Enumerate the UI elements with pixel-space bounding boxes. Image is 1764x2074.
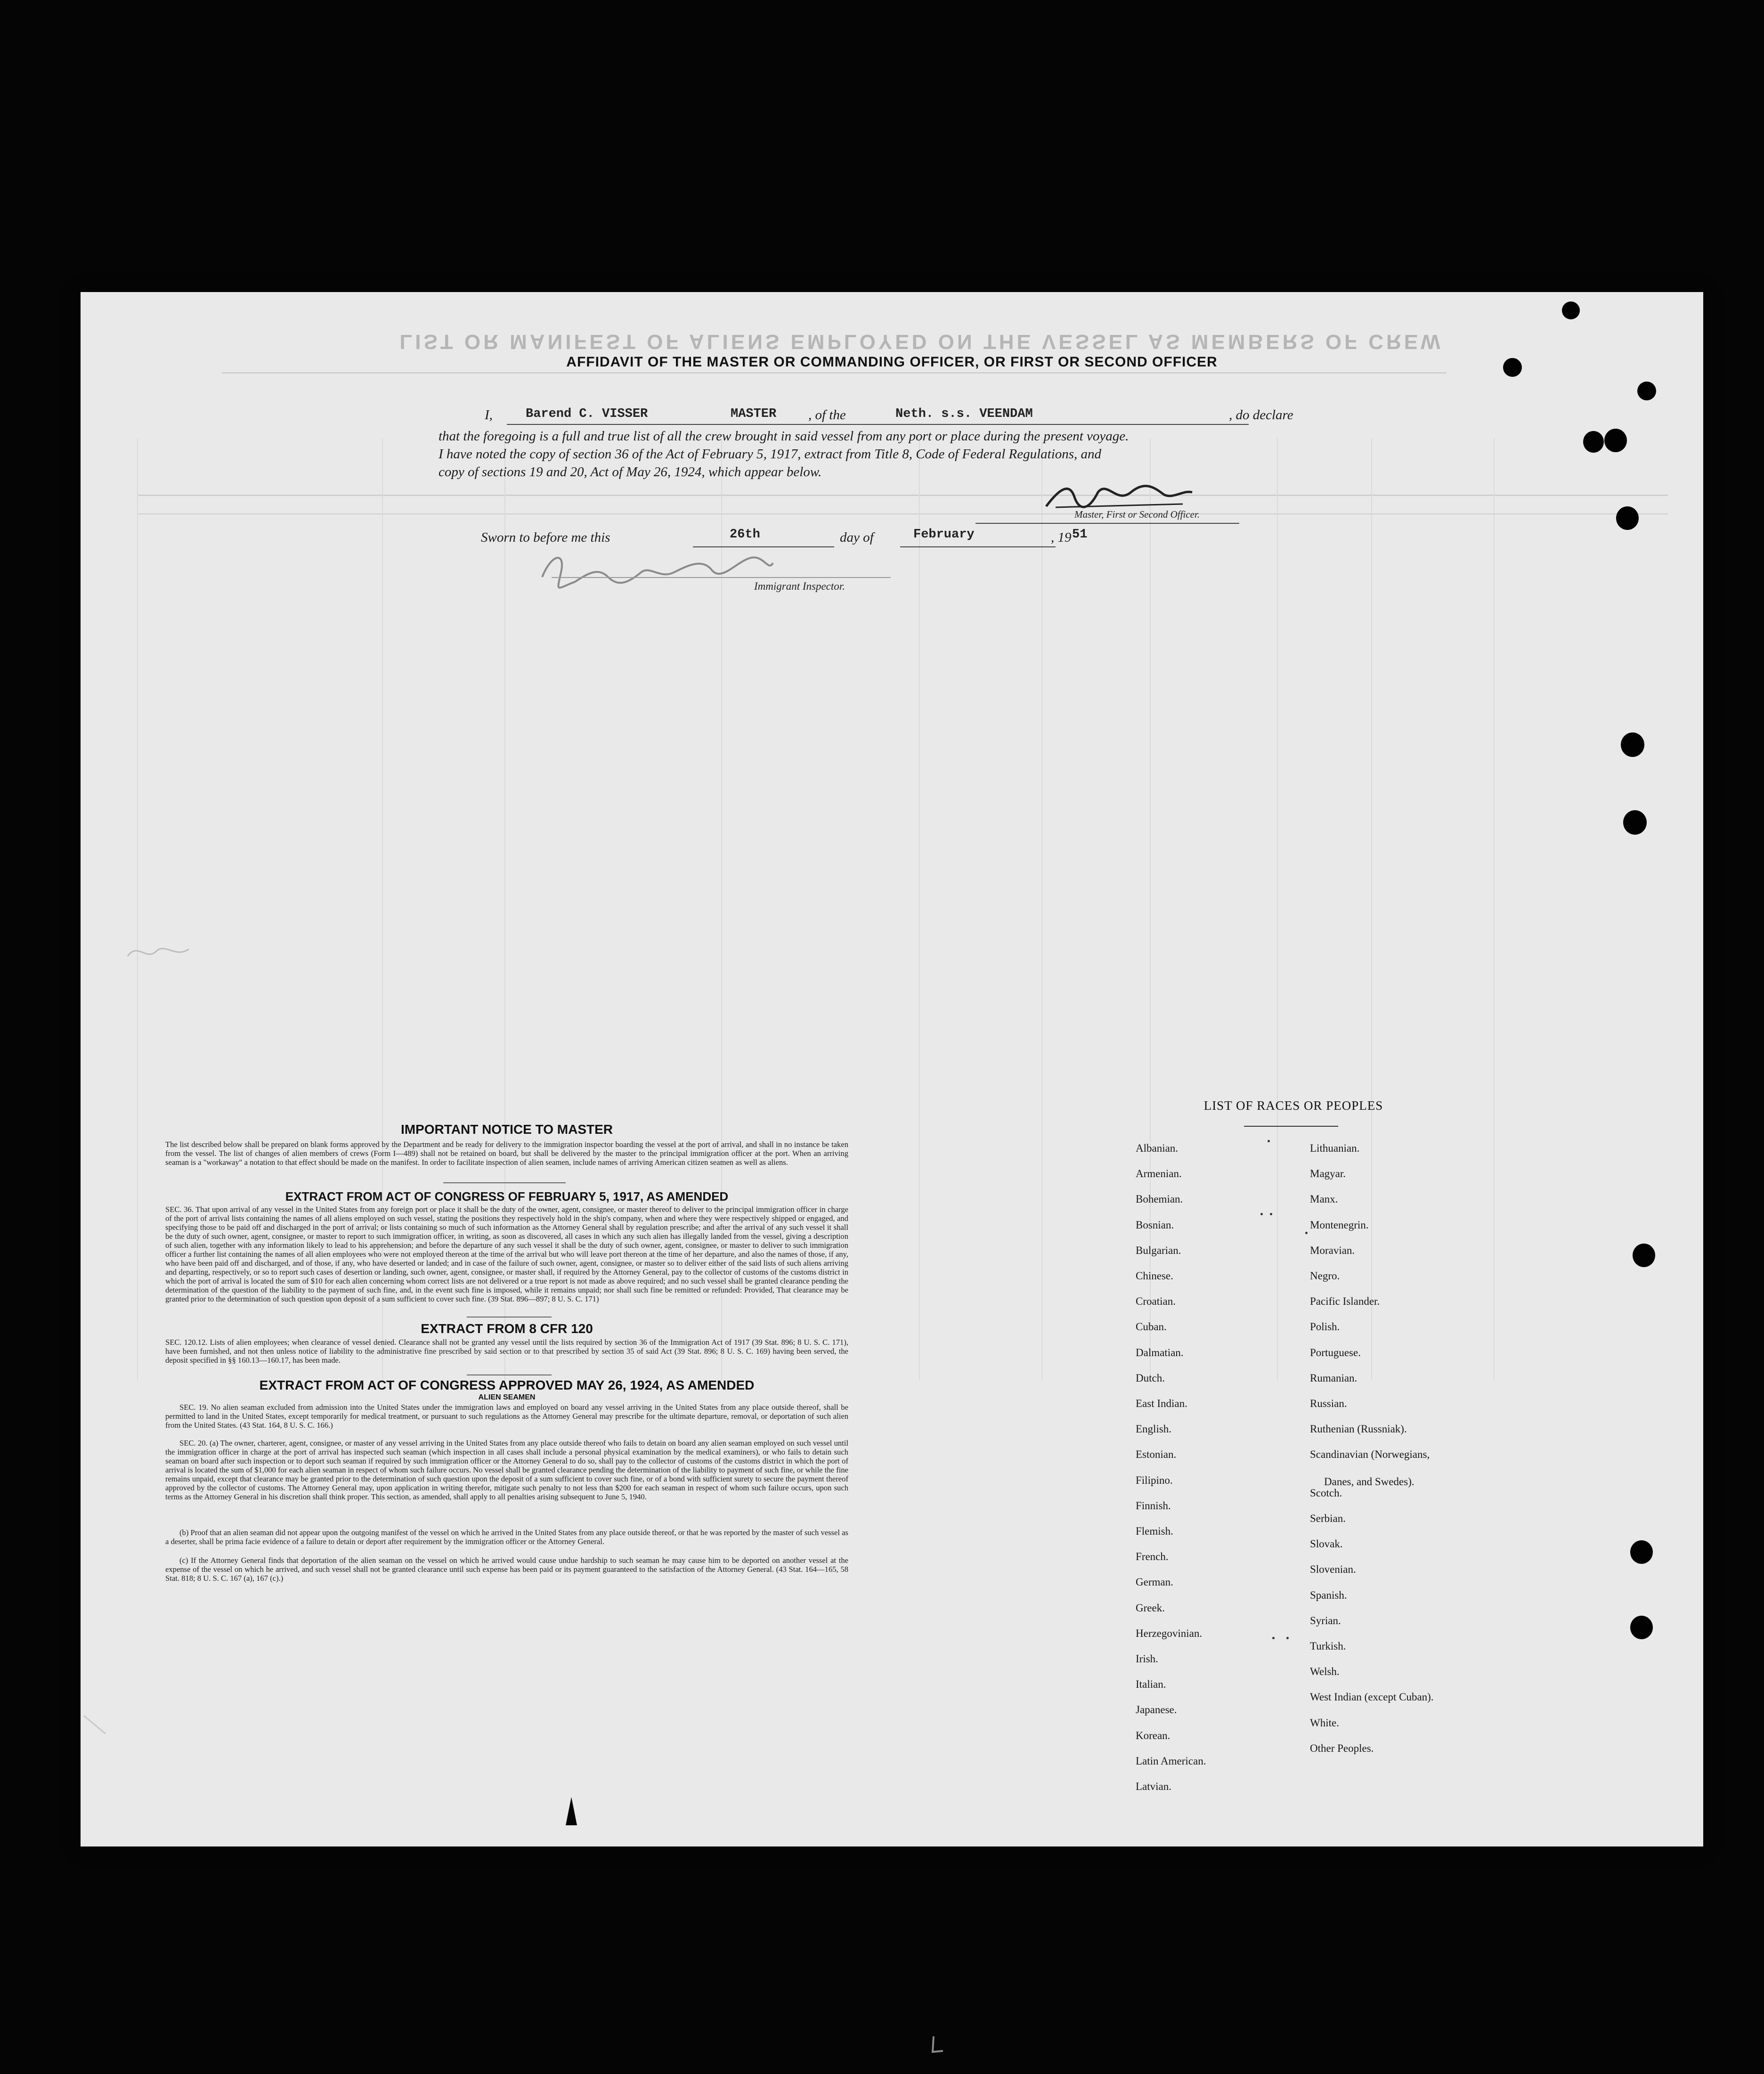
races-title: LIST OF RACES OR PEOPLES bbox=[1203, 1098, 1383, 1113]
sworn-month: February bbox=[913, 528, 975, 542]
punch-hole bbox=[1616, 506, 1639, 530]
year-prefix: , 19 bbox=[1051, 530, 1072, 545]
race-item: East Indian. bbox=[1136, 1398, 1187, 1409]
notice-text: The list described below shall be prepared on blank forms approved by the Department and be ready for delivery to the immigration inspector boarding the vessel at the port of arrival, and shall in no instance be taken from the vessel. The list of changes of alien members of crews (Form I—489) shall not be retained on board, but shall be delivered by the master to the principal immigration officer at the port. When an arriving seaman is a "workaway" a notation to that effect should be made on the manifest. In order to facilitate inspection of alien seamen, include names of arriving American citizen seamen as well as aliens. bbox=[165, 1140, 848, 1167]
race-item: Turkish. bbox=[1310, 1640, 1346, 1652]
rank-underline bbox=[728, 424, 898, 425]
race-item: Dalmatian. bbox=[1136, 1346, 1184, 1358]
race-item: Pacific Islander. bbox=[1310, 1295, 1380, 1308]
speck bbox=[1272, 1637, 1275, 1639]
race-item: Montenegrin. bbox=[1310, 1219, 1369, 1231]
race-item: Bosnian. bbox=[1136, 1219, 1174, 1231]
race-item: Serbian. bbox=[1310, 1512, 1346, 1524]
declarant-rank: MASTER bbox=[731, 407, 777, 421]
notice-divider bbox=[443, 1182, 566, 1183]
punch-hole bbox=[1503, 358, 1522, 377]
speck bbox=[1268, 1140, 1270, 1142]
race-item: Ruthenian (Russniak). bbox=[1310, 1423, 1407, 1435]
race-item: Italian. bbox=[1136, 1678, 1166, 1691]
day-of-label: day of bbox=[840, 530, 874, 545]
race-item: Danes, and Swedes). bbox=[1324, 1475, 1414, 1488]
punch-hole bbox=[1604, 429, 1627, 452]
race-item: Other Peoples. bbox=[1310, 1742, 1374, 1754]
vessel-underline bbox=[891, 424, 1249, 425]
race-item: French. bbox=[1136, 1551, 1169, 1563]
race-item: Chinese. bbox=[1136, 1270, 1173, 1282]
race-item: Bulgarian. bbox=[1136, 1244, 1181, 1256]
speck bbox=[1305, 1232, 1308, 1234]
extract-1924-heading: EXTRACT FROM ACT OF CONGRESS APPROVED MAY 26, 1924, AS AMENDED bbox=[259, 1378, 755, 1392]
inspector-underline bbox=[552, 577, 891, 578]
bleed-through-column bbox=[919, 438, 920, 1380]
race-item: Flemish. bbox=[1136, 1525, 1173, 1537]
document-page bbox=[81, 292, 1703, 1846]
sworn-year: 51 bbox=[1072, 528, 1088, 542]
race-item: Finnish. bbox=[1136, 1499, 1171, 1512]
race-item: Negro. bbox=[1310, 1270, 1340, 1282]
race-item: Estonian. bbox=[1136, 1448, 1177, 1461]
of-the-label: , of the bbox=[808, 407, 846, 423]
race-item: Latin American. bbox=[1136, 1755, 1206, 1767]
race-item: Syrian. bbox=[1310, 1614, 1341, 1627]
race-item: English. bbox=[1136, 1423, 1172, 1435]
affidavit-title: AFFIDAVIT OF THE MASTER OR COMMANDING OFFICER, OR FIRST OR SECOND OFFICER bbox=[566, 354, 1218, 370]
extract-1924-sec19: SEC. 19. No alien seaman excluded from admission into the United States under the immigration laws and employed on board any vessel arriving in the United States from any place outside thereof, shall be permitted to land in the United States, except temporarily for medical treatment, or pursuant to such regulations as the Attorney General may prescribe for the ultimate departure, removal, or deportation of such alien from the United States. (43 Stat. 164, 8 U. S. C. 166.) bbox=[165, 1403, 848, 1430]
race-item: Latvian. bbox=[1136, 1781, 1171, 1792]
notice-heading: IMPORTANT NOTICE TO MASTER bbox=[400, 1122, 613, 1137]
signature-underline bbox=[975, 523, 1239, 524]
bleed-through-column bbox=[1371, 438, 1372, 1380]
race-item: Moravian. bbox=[1310, 1244, 1355, 1256]
punch-hole bbox=[1637, 382, 1656, 400]
race-item: Herzegovinian. bbox=[1136, 1627, 1203, 1639]
i-label: I, bbox=[485, 407, 493, 423]
extract-1924-subheading: ALIEN SEAMEN bbox=[478, 1393, 536, 1401]
extract-1924-sec20a: SEC. 20. (a) The owner, charterer, agent, consignee, or master of any vessel arriving in the United States from any place outside thereof who fails to detain on board any alien seaman employed on such vessel until the immigration officer in charge at the port of arrival has inspected such seaman (which inspection in all cases shall include a personal physical examination by the medical examiners), or who fails to detain such seaman on board after such inspection or to deport such seaman if required by such immigration officer or the Attorney General to do so, shall pay to the collector of customs of the customs district in which the port of arrival is located the sum of $1,000 for each alien seaman in respect of whom such failure occurs. No vessel shall be granted clearance pending the determination of the liability to payment of such fine, or while the fine remains unpaid, except that clearance may be granted prior to the determination of such question upon the deposit of a sum sufficient to cover such fine, or of a bond with sufficient surety to secure the payment thereof approved by the collector of customs. The Attorney General may, upon application in writing therefor, mitigate such penalty to not less than $200 for each seaman in respect of whom such failure occurs, upon such terms as the Attorney General in his discretion shall think proper. This section, as amended, shall apply to all penalties arising subsequent to June 5, 1940. bbox=[165, 1439, 848, 1501]
inspector-signature bbox=[533, 544, 778, 596]
margin-pencil-mark bbox=[123, 933, 198, 970]
race-item: Manx. bbox=[1310, 1193, 1338, 1205]
race-item: Magyar. bbox=[1310, 1168, 1346, 1180]
bleed-through-column bbox=[1494, 438, 1495, 1380]
race-item: Scotch. bbox=[1310, 1487, 1342, 1499]
punch-hole bbox=[1633, 1244, 1655, 1267]
race-item: Slovak. bbox=[1310, 1538, 1343, 1550]
bleed-through-column bbox=[1277, 438, 1278, 1380]
inspector-caption: Immigrant Inspector. bbox=[754, 580, 845, 592]
punch-hole bbox=[1562, 301, 1580, 319]
do-declare-label: , do declare bbox=[1229, 407, 1293, 423]
month-underline bbox=[900, 546, 1056, 547]
race-item: Bohemian. bbox=[1136, 1193, 1183, 1205]
race-item: Cuban. bbox=[1136, 1321, 1167, 1333]
race-item: Irish. bbox=[1136, 1653, 1158, 1665]
signature-caption: Master, First or Second Officer. bbox=[1074, 509, 1200, 520]
sworn-day: 26th bbox=[730, 528, 760, 542]
speck bbox=[1286, 1637, 1289, 1639]
race-item: Croatian. bbox=[1136, 1295, 1176, 1308]
sworn-label: Sworn to before me this bbox=[481, 530, 610, 545]
punch-hole bbox=[1621, 732, 1644, 757]
film-frame-mark bbox=[929, 2034, 948, 2060]
page-crease bbox=[83, 1715, 106, 1734]
race-item: Dutch. bbox=[1136, 1372, 1165, 1384]
race-item: Filipino. bbox=[1136, 1474, 1173, 1486]
bleed-through-column bbox=[1150, 438, 1151, 1380]
extract-divider bbox=[467, 1317, 552, 1318]
race-item: Polish. bbox=[1310, 1321, 1340, 1333]
speck bbox=[1270, 1213, 1272, 1215]
punch-hole bbox=[1630, 1540, 1653, 1564]
race-item: Portuguese. bbox=[1310, 1346, 1361, 1358]
vessel-name: Neth. s.s. VEENDAM bbox=[895, 407, 1033, 421]
declaration-line-3: I have noted the copy of section 36 of the Act of February 5, 1917, extract from Title 8, Code of Federal Regulations, and bbox=[439, 447, 1102, 462]
extract-cfr-text: SEC. 120.12. Lists of alien employees; when clearance of vessel denied. Clearance shall not be granted any vessel until the lists required by section 36 of the Immigration Act of 1917 (39 Stat. 896; 8 U. S. C. 171), have been furnished, and not then unless notice of liability to the administrative fine prescribed by said section or to that prescribed by section 35 of said Act (39 Stat. 896; 8 U. S. C. 169) having been served, the deposit specified in §§ 160.13—160.17, has been made. bbox=[165, 1338, 848, 1365]
race-item: Russian. bbox=[1310, 1398, 1347, 1409]
extract-1924-sec20c: (c) If the Attorney General finds that deportation of the alien seaman on the vessel on which he arrived would cause undue hardship to such seaman he may cause him to be deported on another vessel at the expense of the vessel on which he arrived, and such vessel shall not be granted clearance until such expense has been paid or its payment guaranteed to the satisfaction of the Attorney General. (43 Stat. 164—165, 58 Stat. 818; 8 U. S. C. 167 (a), 167 (c).) bbox=[165, 1556, 848, 1583]
race-item: Welsh. bbox=[1310, 1666, 1340, 1678]
speck bbox=[1260, 1213, 1263, 1215]
punch-hole bbox=[1583, 431, 1604, 453]
extract-1917-heading: EXTRACT FROM ACT OF CONGRESS OF FEBRUARY 5, 1917, AS AMENDED bbox=[285, 1189, 729, 1204]
race-item: Scandinavian (Norwegians, bbox=[1310, 1448, 1430, 1461]
punch-hole bbox=[1623, 810, 1647, 835]
extract-cfr-heading: EXTRACT FROM 8 CFR 120 bbox=[421, 1321, 593, 1336]
bleed-through-column bbox=[1041, 438, 1042, 1380]
name-underline bbox=[507, 424, 749, 425]
races-divider bbox=[1244, 1126, 1338, 1127]
race-item: Lithuanian. bbox=[1310, 1142, 1360, 1154]
extract-1924-sec20b: (b) Proof that an alien seaman did not appear upon the outgoing manifest of the vessel on which he arrived in the United States from any place outside thereof, or that he was reported by the master of such vessel as a deserter, shall be prima facie evidence of a failure to detain or deport after requirement by the immigration officer or the Attorney General. bbox=[165, 1528, 848, 1546]
extract-1917-text: SEC. 36. That upon arrival of any vessel in the United States from any foreign port or place it shall be the duty of the owner, agent, consignee, or master thereof to deliver to the principal immigration officer in charge of the port of arrival lists containing the names of all aliens employed on such vessel, stating the positions they respectively hold in the ship's company, when and where they were respectively shipped or engaged, and specifying those to be paid off and discharged in the port of arrival; or lists containing so much of such information as the Attorney General shall by regulation prescribe; and after the arrival of any such vessel it shall be the duty of such owner, agent, consignee, or master to report to such immigration officer, in writing, as soon as discovered, all cases in which any such alien has illegally landed from the vessel, giving a description of such alien, together with any information likely to lead to his apprehension; and before the departure of any such vessel it shall be the duty of such owner, agent, consignee, or master to deliver to such immigration officer a further list containing the names of all alien employees who were not employed thereon at the time of the arrival but who will leave port thereon at the time of her departure, and also the names of those, if any, who have been paid off and discharged, and of those, if any, who have deserted or landed; and in case of the failure of such owner, agent, consignee, or master so to deliver either of the said lists of such aliens arriving and departing, respectively, or so to report such cases of desertion or landing, such owner, agent, consignee, or master shall, if required by the Attorney General, pay to the collector of customs of the customs district in which the port of arrival is located the sum of $10 for each alien concerning whom correct lists are not delivered or a true report is not made as above required; and no such vessel shall be granted clearance pending the determination of the question of the liability to the payment of such fine, and, in the event such fine is imposed, while it remains unpaid; nor shall such fine be remitted or refunded: Provided, That clearance may be granted prior to the determination of such question upon deposit of a sum sufficient to cover such fine. (39 Stat. 896—897; 8 U. S. C. 171) bbox=[165, 1205, 848, 1303]
declarant-name: Barend C. VISSER bbox=[526, 407, 648, 421]
race-item: German. bbox=[1136, 1576, 1173, 1588]
race-item: West Indian (except Cuban). bbox=[1310, 1691, 1434, 1703]
race-item: Japanese. bbox=[1136, 1704, 1177, 1716]
race-item: Albanian. bbox=[1136, 1142, 1179, 1154]
declaration-line-2: that the foregoing is a full and true list of all the crew brought in said vessel from any port or place during the present voyage. bbox=[439, 429, 1129, 444]
bleed-through-column bbox=[137, 438, 138, 1380]
bleed-through-title: LIST OR MANIFEST OF ALIENS EMPLOYED ON THE VESSEL AS MEMBERS OF CREW bbox=[399, 330, 1443, 353]
bleed-through-rule bbox=[137, 513, 1668, 514]
race-item: Armenian. bbox=[1136, 1168, 1182, 1180]
bleed-through-rule bbox=[137, 495, 1668, 496]
bleed-through-rule bbox=[222, 372, 1447, 374]
race-item: Greek. bbox=[1136, 1602, 1165, 1614]
race-item: Slovenian. bbox=[1310, 1563, 1356, 1576]
race-item: Spanish. bbox=[1310, 1589, 1347, 1601]
race-item: Rumanian. bbox=[1310, 1372, 1358, 1384]
race-item: White. bbox=[1310, 1716, 1339, 1729]
race-item: Korean. bbox=[1136, 1729, 1171, 1741]
declaration-line-4: copy of sections 19 and 20, Act of May 26, 1924, which appear below. bbox=[439, 464, 822, 480]
page-tear bbox=[566, 1797, 577, 1825]
punch-hole bbox=[1630, 1616, 1653, 1639]
